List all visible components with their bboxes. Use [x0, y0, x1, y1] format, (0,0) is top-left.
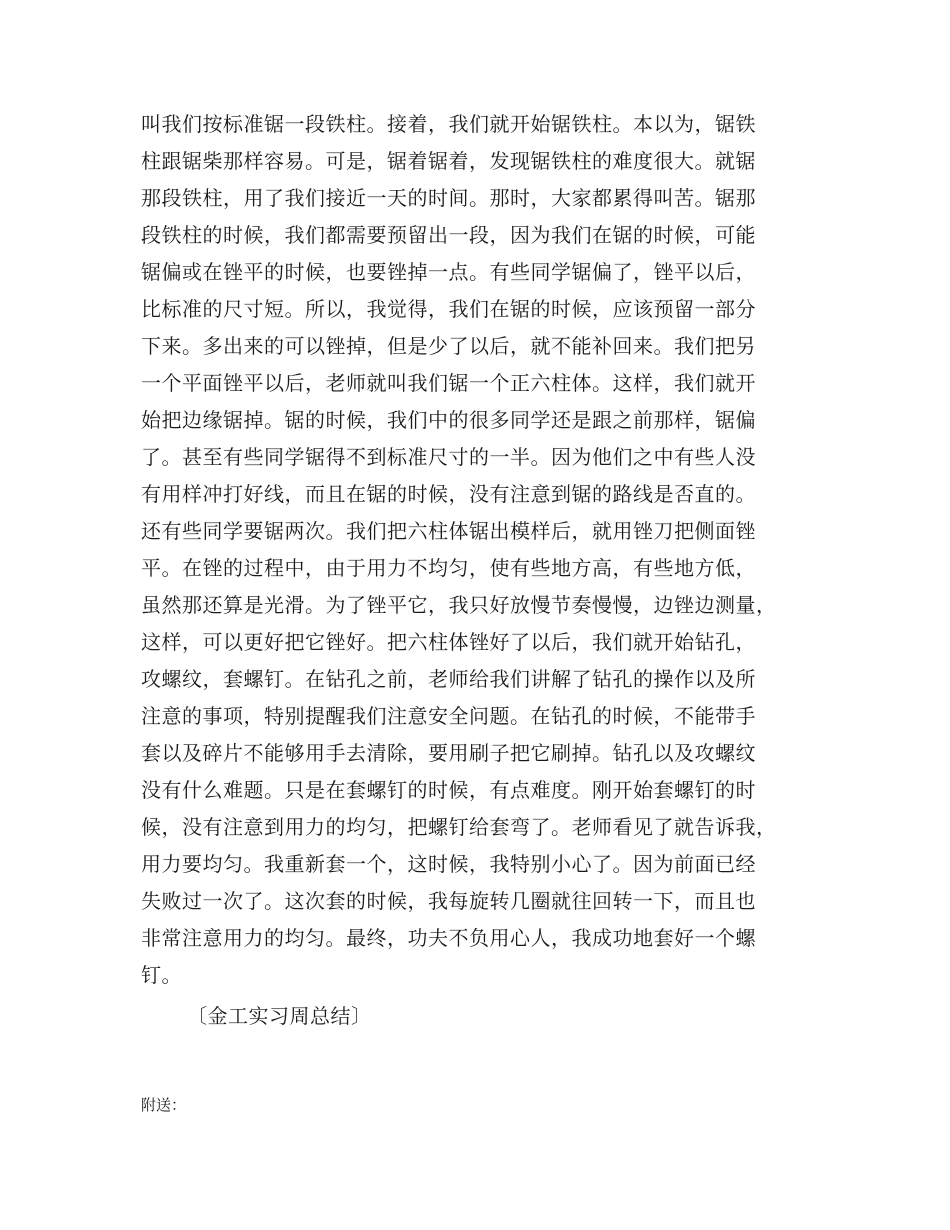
text-line: 攻螺纹，套螺钉。在钻孔之前，老师给我们讲解了钻孔的操作以及所	[141, 667, 756, 691]
text-line: 没有什么难题。只是在套螺钉的时候，有点难度。刚开始套螺钉的时	[141, 778, 756, 802]
text-line: 那段铁柱，用了我们接近一天的时间。那时，大家都累得叫苦。锯那	[141, 186, 756, 210]
text-line: 锯偏或在锉平的时候，也要锉掉一点。有些同学锯偏了，锉平以后，	[141, 260, 756, 284]
text-line: 失败过一次了。这次套的时候，我每旋转几圈就往回转一下，而且也	[141, 889, 756, 913]
body-text	[141, 106, 821, 994]
text-line: 虽然那还算是光滑。为了锉平它，我只好放慢节奏慢慢，边锉边测量，	[141, 593, 777, 617]
text-line: 非常注意用力的均匀。最终，功夫不负用心人，我成功地套好一个螺	[141, 926, 756, 950]
text-line: 下来。多出来的可以锉掉，但是少了以后，就不能补回来。我们把另	[141, 334, 756, 358]
document-caption: 〔金工实习周总结〕	[187, 1004, 372, 1028]
text-line: 段铁柱的时候，我们都需要预留出一段，因为我们在锯的时候，可能	[141, 223, 756, 247]
text-line: 还有些同学要锯两次。我们把六柱体锯出模样后，就用锉刀把侧面锉	[141, 519, 756, 543]
text-line: 一个平面锉平以后，老师就叫我们锯一个正六柱体。这样，我们就开	[141, 371, 756, 395]
text-line: 柱跟锯柴那样容易。可是，锯着锯着，发现锯铁柱的难度很大。就锯	[141, 149, 756, 173]
text-line: 钉。	[141, 963, 182, 987]
text-line: 了。甚至有些同学锯得不到标准尺寸的一半。因为他们之中有些人没	[141, 445, 756, 469]
text-line: 注意的事项，特别提醒我们注意安全问题。在钻孔的时候，不能带手	[141, 704, 756, 728]
text-line: 用力要均匀。我重新套一个，这时候，我特别小心了。因为前面已经	[141, 852, 756, 876]
text-line: 有用样冲打好线，而且在锯的时候，没有注意到锯的路线是否直的。	[141, 482, 756, 506]
text-line: 套以及碎片不能够用手去清除，要用刷子把它刷掉。钻孔以及攻螺纹	[141, 741, 756, 765]
text-line: 这样，可以更好把它锉好。把六柱体锉好了以后，我们就开始钻孔，	[141, 630, 756, 654]
appendix-label: 附送：	[141, 1096, 187, 1114]
text-line: 始把边缘锯掉。锯的时候，我们中的很多同学还是跟之前那样，锯偏	[141, 408, 756, 432]
text-line: 平。在锉的过程中，由于用力不均匀，使有些地方高，有些地方低，	[141, 556, 756, 580]
text-line: 叫我们按标准锯一段铁柱。接着，我们就开始锯铁柱。本以为，锯铁	[141, 112, 756, 136]
text-line: 比标准的尺寸短。所以，我觉得，我们在锯的时候，应该预留一部分	[141, 297, 756, 321]
text-line: 候，没有注意到用力的均匀，把螺钉给套弯了。老师看见了就告诉我，	[141, 815, 777, 839]
